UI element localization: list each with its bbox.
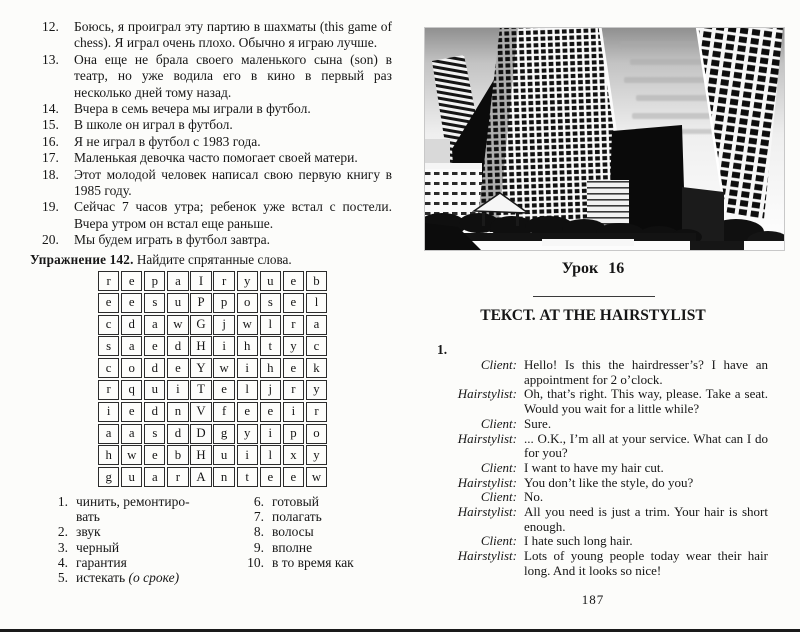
grid-cell: l <box>260 315 281 335</box>
clue-number: 2. <box>57 524 68 540</box>
clue-item <box>42 570 238 585</box>
item-number: 17. <box>42 150 59 166</box>
dialogue-text: You don’t like the style, do you? <box>524 474 694 490</box>
clue-item <box>238 555 390 570</box>
grid-cell: p <box>213 293 234 313</box>
item-number: 20. <box>42 232 59 248</box>
exercise-item <box>42 134 392 150</box>
grid-cell: a <box>98 424 119 444</box>
clue-item <box>238 524 390 539</box>
grid-cell: t <box>260 336 281 356</box>
grid-cell: A <box>190 467 211 487</box>
speaker-label: Hairstylist: <box>457 386 517 402</box>
grid-cell: j <box>260 380 281 400</box>
exercise-heading-number: Упражнение 142. <box>30 252 134 267</box>
clue-number: 3. <box>57 539 68 555</box>
grid-cell: y <box>306 380 327 400</box>
dialogue-text: I want to have my hair cut. <box>524 459 664 475</box>
grid-cell: a <box>167 271 188 291</box>
grid-cell: y <box>283 336 304 356</box>
item-number: 14. <box>42 101 59 117</box>
dialogue-turn <box>420 432 768 461</box>
clue-item <box>42 555 238 570</box>
grid-cell: e <box>260 402 281 422</box>
speaker-label: Hairstylist: <box>457 548 517 564</box>
speaker-label: Client: <box>480 489 517 505</box>
item-text: Мы будем играть в футбол завтра. <box>74 232 270 248</box>
grid-cell: d <box>121 315 142 335</box>
grid-cell: y <box>237 424 258 444</box>
grid-cell: e <box>167 358 188 378</box>
dialogue-text: No. <box>524 489 544 505</box>
grid-cell: V <box>190 402 211 422</box>
grid-cell: e <box>144 445 165 465</box>
grid-cell: u <box>260 271 281 291</box>
clue-number: 8. <box>253 524 264 540</box>
grid-cell: c <box>98 358 119 378</box>
dialogue-turn <box>420 490 768 505</box>
clue-item <box>42 524 238 539</box>
clue-item <box>42 540 238 555</box>
grid-cell: r <box>306 402 327 422</box>
speaker-label: Client: <box>480 357 517 372</box>
grid-cell: I <box>190 271 211 291</box>
grid-cell: t <box>237 467 258 487</box>
exercise-item <box>42 199 392 232</box>
grid-cell: w <box>167 315 188 335</box>
clues-column-1 <box>42 494 238 585</box>
dialogue-turn <box>420 505 768 534</box>
grid-cell: r <box>283 315 304 335</box>
grid-cell: r <box>283 380 304 400</box>
grid-cell: o <box>237 293 258 313</box>
grid-cell: r <box>167 467 188 487</box>
grid-cell: P <box>190 293 211 313</box>
exercise-item <box>42 150 392 166</box>
clue-text: готовый <box>272 494 319 509</box>
grid-cell: w <box>121 445 142 465</box>
dialogue-text: Lots of young people today wear their hair long. And it looks so nice! <box>524 548 768 578</box>
grid-cell: n <box>213 467 234 487</box>
grid-cell: e <box>121 271 142 291</box>
grid-cell: c <box>306 336 327 356</box>
dialogue-text: Sure. <box>524 415 552 431</box>
clue-text: вполне <box>272 539 313 555</box>
grid-cell: T <box>190 380 211 400</box>
grid-cell: s <box>260 293 281 313</box>
exercise-item <box>42 19 392 52</box>
grid-cell: i <box>283 402 304 422</box>
clue-number: 4. <box>57 554 68 570</box>
grid-cell: u <box>144 380 165 400</box>
dialogue-text: All you need is just a trim. Your hair is short enough. <box>524 504 768 534</box>
item-text: Сейчас 7 часов утра; ребенок уже встал с постели. Вчера утром он встал еще раньше. <box>74 199 392 231</box>
grid-cell: p <box>283 424 304 444</box>
grid-cell: i <box>237 445 258 465</box>
grid-cell: u <box>121 467 142 487</box>
clue-text: волосы <box>272 524 314 540</box>
item-number: 12. <box>42 19 59 34</box>
item-text: Этот молодой человек написал свою первую книгу в 1985 году. <box>74 166 392 199</box>
grid-cell: j <box>213 315 234 335</box>
item-number: 18. <box>42 166 59 182</box>
clue-text: гарантия <box>76 554 127 570</box>
clue-text: чинить, ремонтировать <box>76 494 190 525</box>
exercise-item <box>42 117 392 133</box>
grid-cell: d <box>144 402 165 422</box>
grid-cell: e <box>283 358 304 378</box>
clue-number: 7. <box>253 509 264 525</box>
speaker-label: Client: <box>480 459 517 475</box>
grid-cell: h <box>260 358 281 378</box>
grid-cell: d <box>144 358 165 378</box>
dialogue-turn <box>420 417 768 432</box>
item-number: 19. <box>42 199 59 215</box>
dialogue-number: 1. <box>437 342 448 357</box>
item-number: 15. <box>42 117 59 133</box>
grid-cell: e <box>283 467 304 487</box>
grid-cell: e <box>144 336 165 356</box>
grid-cell: i <box>260 424 281 444</box>
city-photo <box>424 27 785 251</box>
exercise-item <box>42 52 392 101</box>
clue-number: 10. <box>247 554 264 570</box>
grid-cell: e <box>283 271 304 291</box>
speaker-label: Client: <box>480 415 517 431</box>
grid-cell: y <box>306 445 327 465</box>
exercise-item <box>42 167 392 200</box>
grid-cell: r <box>98 271 119 291</box>
grid-cell: q <box>121 380 142 400</box>
grid-cell: w <box>306 467 327 487</box>
dialogue-text: I hate such long hair. <box>524 533 633 549</box>
grid-cell: d <box>167 336 188 356</box>
grid-cell: e <box>121 402 142 422</box>
clues-column-2 <box>238 494 390 585</box>
dialogue <box>420 358 768 579</box>
grid-cell: k <box>306 358 327 378</box>
dialogue-text: ... O.K., I’m all at your service. What can I do for you? <box>524 430 768 461</box>
clue-text: звук <box>76 524 101 540</box>
speaker-label: Hairstylist: <box>457 430 517 446</box>
exercise-heading <box>30 252 292 268</box>
lesson-title: Урок 16 <box>561 260 625 277</box>
grid-cell: x <box>283 445 304 465</box>
dialogue-turn <box>420 358 768 387</box>
grid-cell: l <box>260 445 281 465</box>
grid-cell: a <box>144 315 165 335</box>
grid-cell: p <box>144 271 165 291</box>
grid-cell: a <box>144 467 165 487</box>
clue-number: 1. <box>57 494 68 509</box>
dialogue-turn <box>420 549 768 578</box>
title-divider <box>533 296 655 297</box>
grid-cell: g <box>98 467 119 487</box>
item-text: В школе он играл в футбол. <box>74 117 233 133</box>
section-title: ТЕКСТ. AT THE HAIRSTYLIST <box>480 307 706 324</box>
grid-cell: r <box>98 380 119 400</box>
exercise-item-list <box>42 19 392 249</box>
grid-cell: u <box>213 445 234 465</box>
clue-item <box>238 540 390 555</box>
grid-cell: G <box>190 315 211 335</box>
grid-cell: Y <box>190 358 211 378</box>
grid-cell: f <box>213 402 234 422</box>
item-number: 16. <box>42 133 59 149</box>
grid-cell: w <box>237 315 258 335</box>
page-number: 187 <box>581 592 605 607</box>
clue-number: 5. <box>57 570 68 586</box>
grid-cell: i <box>237 358 258 378</box>
exercise-item <box>42 101 392 117</box>
item-text: Маленькая девочка часто помогает своей матери. <box>74 150 358 166</box>
grid-cell: a <box>121 336 142 356</box>
dialogue-turn <box>420 387 768 416</box>
grid-cell: i <box>167 380 188 400</box>
right-page <box>408 0 800 632</box>
grid-cell: c <box>98 315 119 335</box>
clue-item <box>42 494 238 524</box>
grid-cell: s <box>98 336 119 356</box>
grid-cell: r <box>213 271 234 291</box>
grid-cell: e <box>213 380 234 400</box>
dialogue-turn <box>420 461 768 476</box>
grid-cell: h <box>98 445 119 465</box>
grid-cell: e <box>283 293 304 313</box>
clue-text: в то время как <box>272 554 354 570</box>
speaker-label: Hairstylist: <box>457 504 517 520</box>
grid-cell: b <box>167 445 188 465</box>
item-number: 13. <box>42 51 59 67</box>
grid-cell: b <box>306 271 327 291</box>
grid-cell: d <box>167 424 188 444</box>
grid-cell: u <box>167 293 188 313</box>
item-text: Вчера в семь вечера мы играли в футбол. <box>74 101 311 117</box>
item-text: Боюсь, я проиграл эту партию в шахматы (this game of chess). Я играл очень плохо. Обычно я играю лучше. <box>74 19 392 51</box>
grid-cell: y <box>237 271 258 291</box>
dialogue-turn <box>420 534 768 549</box>
item-text: Я не играл в футбол с 1983 года. <box>74 133 261 149</box>
grid-cell: o <box>306 424 327 444</box>
grid-cell: e <box>121 293 142 313</box>
grid-cell: s <box>144 424 165 444</box>
grid-cell: a <box>121 424 142 444</box>
dialogue-text: Oh, that’s right. This way, please. Take a seat. Would you wait for a little while? <box>524 386 768 417</box>
grid-cell: h <box>237 336 258 356</box>
grid-cell: H <box>190 336 211 356</box>
clues-list <box>42 494 390 585</box>
word-search-grid <box>98 271 327 487</box>
grid-cell: e <box>260 467 281 487</box>
grid-cell: g <box>213 424 234 444</box>
grid-cell: i <box>98 402 119 422</box>
clue-number: 6. <box>253 494 264 509</box>
clue-item <box>238 509 390 524</box>
dialogue-turn <box>420 476 768 491</box>
grid-cell: s <box>144 293 165 313</box>
clue-item <box>238 494 390 509</box>
exercise-heading-task: Найдите спрятанные слова. <box>133 252 292 267</box>
grid-cell: e <box>98 293 119 313</box>
speaker-label: Client: <box>480 533 517 549</box>
grid-cell: a <box>306 315 327 335</box>
dialogue-text: Hello! Is this the hairdresser’s? I have an appointment for 2 o’clock. <box>524 357 768 387</box>
exercise-item <box>42 232 392 248</box>
grid-cell: o <box>121 358 142 378</box>
grid-cell: l <box>237 380 258 400</box>
item-text: Она еще не брала своего маленького сына (son) в театр, но уже водила его в кино в первый раз несколько дней тому назад. <box>74 51 392 100</box>
clue-text: истекать (о сроке) <box>76 570 180 586</box>
grid-cell: n <box>167 402 188 422</box>
grid-cell: l <box>306 293 327 313</box>
clue-text: полагать <box>272 509 322 525</box>
grid-cell: w <box>213 358 234 378</box>
clue-text: черный <box>76 539 120 555</box>
grid-cell: D <box>190 424 211 444</box>
clue-number: 9. <box>253 539 264 555</box>
speaker-label: Hairstylist: <box>457 474 517 490</box>
grid-cell: e <box>237 402 258 422</box>
grid-cell: H <box>190 445 211 465</box>
grid-cell: i <box>213 336 234 356</box>
